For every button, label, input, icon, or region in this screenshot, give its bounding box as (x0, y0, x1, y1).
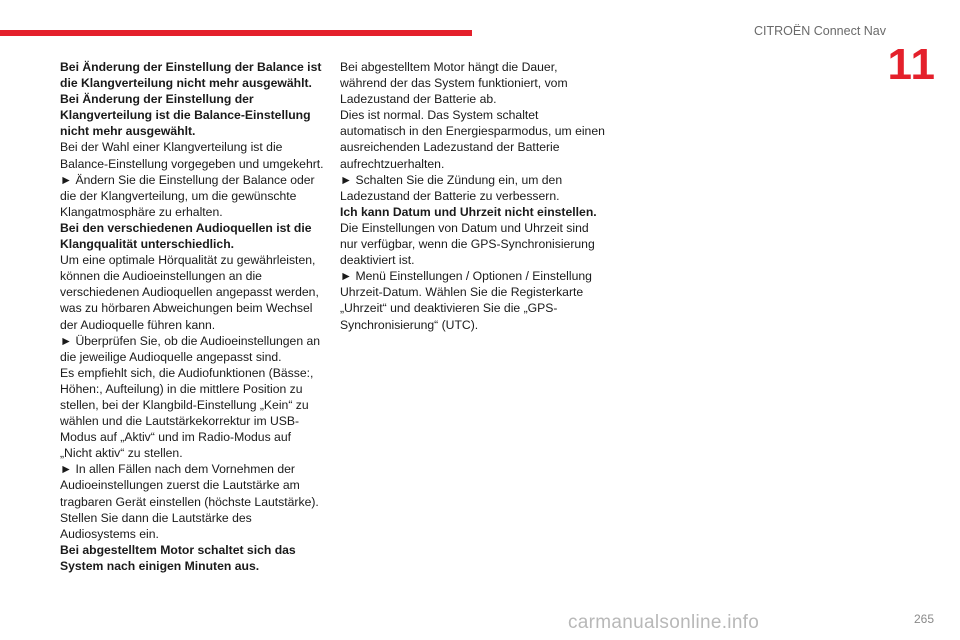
left-instruction-step: ► Überprüfen Sie, ob die Audioeinstellungen an die jeweilige Audioquelle angepasst sind. (60, 333, 326, 365)
left-instruction-step: ► In allen Fällen nach dem Vornehmen der Audioeinstellungen zuerst die Lautstärke am tragbaren Gerät einstellen (höchste Lautstärke). Stellen Sie dann die Lautstärke des Audiosystems ein. (60, 461, 326, 541)
left-column (60, 59, 326, 574)
right-instruction-step: ► Schalten Sie die Zündung ein, um den Ladezustand der Batterie zu verbessern. (340, 172, 606, 204)
left-paragraph: Es empfiehlt sich, die Audiofunktionen (Bässe:, Höhen:, Aufteilung) in die mittlere Position zu stellen, bei der Klangbild-Einstellung „Kein“ zu wählen und die Lautstärkekorrektur im USB-Modus auf „Aktiv“ und im Radio-Modus auf „Nicht aktiv“ zu stellen. (60, 365, 314, 461)
watermark: carmanualsonline.info (568, 612, 760, 633)
left-heading: Bei abgestelltem Motor schaltet sich das System nach einigen Minuten aus. (60, 542, 296, 573)
left-heading: Bei den verschiedenen Audioquellen ist die Klangqualität unterschiedlich. (60, 220, 312, 252)
header-title: CITROËN Connect Nav (754, 24, 886, 38)
page-number: 265 (913, 612, 934, 626)
left-heading: Bei Änderung der Einstellung der Balance ist die Klangverteilung nicht mehr ausgewählt. (60, 60, 322, 91)
chapter-number: 11 (887, 40, 936, 89)
left-paragraph: Bei der Wahl einer Klangverteilung ist die Balance-Einstellung vorgegeben und umgekehrt. (60, 140, 324, 171)
right-instruction-step: ► Menü Einstellungen / Optionen / Einstellung Uhrzeit-Datum. Wählen Sie die Registerkarte „Uhrzeit“ und deaktivieren Sie die „GPS-Synchronisierung“ (UTC). (340, 268, 606, 332)
right-column (340, 59, 606, 333)
right-heading: Ich kann Datum und Uhrzeit nicht einstellen. (340, 204, 597, 219)
left-heading: Bei Änderung der Einstellung der Klangverteilung ist die Balance-Einstellung nicht mehr ausgewählt. (60, 92, 311, 139)
header-accent-bar (0, 30, 472, 36)
right-paragraph: Bei abgestelltem Motor hängt die Dauer, während der das System funktioniert, vom Ladezustand der Batterie ab. (340, 60, 568, 107)
right-paragraph: Die Einstellungen von Datum und Uhrzeit sind nur verfügbar, wenn die GPS-Synchronisierung deaktiviert ist. (340, 220, 595, 268)
left-instruction-step: ► Ändern Sie die Einstellung der Balance oder die der Klangverteilung, um die gewünschte Klangatmosphäre zu erhalten. (60, 172, 326, 220)
right-paragraph: Dies ist normal. Das System schaltet automatisch in den Energiesparmodus, um einen ausreichenden Ladezustand der Batterie aufrechtzuerhalten. (340, 108, 605, 171)
left-paragraph: Um eine optimale Hörqualität zu gewährleisten, können die Audioeinstellungen an die verschiedenen Audioquellen angepasst werden, was zu hörbaren Abweichungen beim Wechsel der Audioquelle führen kann. (60, 253, 319, 332)
